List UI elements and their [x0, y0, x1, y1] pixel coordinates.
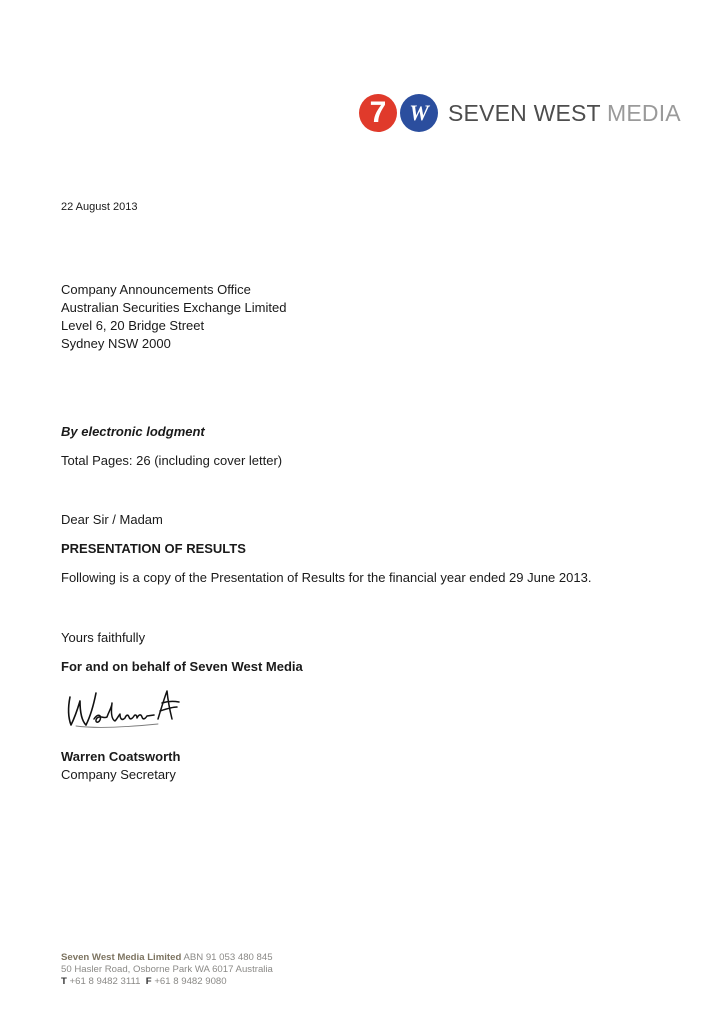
- signer-name: Warren Coatsworth: [61, 749, 181, 764]
- footer-company-name: Seven West Media Limited: [61, 952, 182, 963]
- logo-wordmark: [448, 100, 681, 127]
- salutation: Dear Sir / Madam: [61, 512, 163, 527]
- recipient-address: [61, 281, 286, 353]
- seven-logo-icon: [359, 94, 397, 132]
- footer-fax: +61 8 9482 9080: [154, 976, 227, 987]
- footer-company-line: [61, 952, 273, 964]
- west-glyph: W: [409, 100, 429, 125]
- letterhead-footer: [61, 952, 273, 988]
- address-line: Company Announcements Office: [61, 282, 251, 297]
- closing: Yours faithfully: [61, 630, 146, 645]
- address-line: Sydney NSW 2000: [61, 336, 171, 351]
- address-line: Australian Securities Exchange Limited: [61, 300, 287, 315]
- letter-heading: PRESENTATION OF RESULTS: [61, 541, 246, 556]
- letter-date: 22 August 2013: [61, 201, 138, 213]
- phone-label: T: [61, 976, 67, 987]
- total-pages: Total Pages: 26 (including cover letter): [61, 453, 283, 468]
- west-logo-icon: [400, 94, 438, 132]
- letter-body: Following is a copy of the Presentation of Results for the financial year ended 29 June 2013.: [61, 570, 592, 585]
- logo-mark: [359, 94, 438, 132]
- seven-glyph: 7: [369, 96, 387, 129]
- on-behalf-line: For and on behalf of Seven West Media: [61, 659, 303, 674]
- seven-west-media-logo: [359, 92, 681, 134]
- footer-abn: ABN 91 053 480 845: [183, 952, 273, 963]
- footer-address: 50 Hasler Road, Osborne Park WA 6017 Australia: [61, 964, 273, 975]
- footer-contact-line: [61, 976, 273, 988]
- fax-label: F: [145, 976, 152, 987]
- address-line: Level 6, 20 Bridge Street: [61, 318, 205, 333]
- footer-phone: +61 8 9482 3111: [69, 976, 141, 987]
- signer-title: Company Secretary: [61, 767, 176, 782]
- logo-text-seven-west: SEVEN WEST: [448, 99, 601, 126]
- lodgment-note: By electronic lodgment: [61, 424, 205, 439]
- handwritten-signature-icon: [58, 685, 188, 733]
- logo-text-media: MEDIA: [606, 99, 681, 126]
